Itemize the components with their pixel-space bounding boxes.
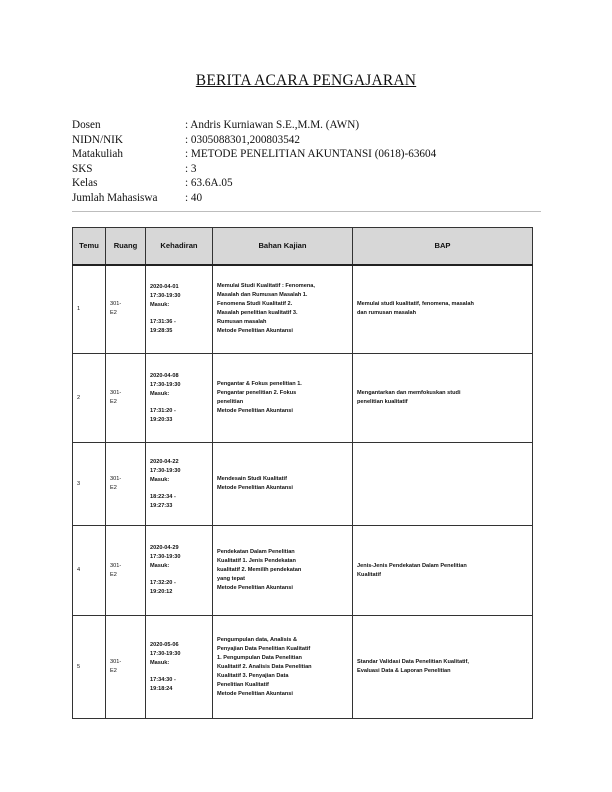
- cell-line: 301-: [110, 659, 122, 665]
- spacer: [150, 485, 208, 493]
- cell-line: 2020-04-22: [150, 458, 179, 465]
- column-header: Temu: [73, 228, 106, 265]
- cell-line: 17:34:30 -: [150, 676, 176, 683]
- info-value: : Andris Kurniawan S.E.,M.M. (AWN): [185, 119, 360, 131]
- cell-line: Rumusan masalah: [217, 319, 267, 326]
- info-row: [72, 133, 436, 148]
- cell-line: Mengantarkan dan memfokuskan studi: [357, 390, 461, 396]
- info-label: NIDN/NIK: [72, 133, 123, 146]
- column-header: Ruang: [106, 228, 146, 265]
- cell-bahan-kajian: [213, 526, 353, 616]
- info-row: [72, 191, 436, 206]
- column-header: Bahan Kajian: [213, 228, 353, 265]
- info-label: Matakuliah: [72, 148, 123, 161]
- cell-line: 19:27:33: [150, 502, 173, 509]
- cell-line: Kualitatif: [357, 571, 381, 578]
- cell-line: dan rumusan masalah: [357, 310, 417, 317]
- cell-line: Metode Penelitian Akuntansi: [217, 585, 293, 591]
- cell-kehadiran: [146, 354, 213, 443]
- cell-line: 19:20:12: [150, 589, 173, 595]
- info-label: SKS: [72, 162, 93, 175]
- cell-ruang: [106, 354, 146, 443]
- cell-temu: 5: [73, 616, 106, 719]
- course-info: [72, 118, 436, 206]
- spacer: [150, 571, 208, 579]
- cell-line: 301-: [110, 390, 122, 396]
- table-row: [73, 616, 533, 719]
- cell-bap: [353, 526, 533, 616]
- cell-temu: 3: [73, 443, 106, 526]
- cell-line: penelitian kualitatif: [357, 399, 408, 405]
- cell-temu: 4: [73, 526, 106, 616]
- spacer: [150, 399, 208, 407]
- cell-line: 301-: [110, 476, 122, 482]
- cell-line: yang tepat: [217, 576, 245, 582]
- spacer: [150, 310, 208, 318]
- cell-line: 17:30-19:30: [150, 650, 181, 657]
- info-value: : 40: [185, 191, 203, 204]
- cell-line: Evaluasi Data & Laporan Penelitian: [357, 668, 451, 674]
- cell-line: Masuk:: [150, 563, 170, 569]
- cell-line: 17:30-19:30: [150, 467, 181, 474]
- cell-line: penelitian: [217, 399, 244, 405]
- cell-line: Masalah penelitian kualitatif 3.: [217, 310, 298, 317]
- cell-line: 301-: [110, 301, 122, 308]
- cell-line: Mendesain Studi Kualitatif: [217, 476, 287, 482]
- cell-line: kualitatif 2. Memilih pendekatan: [217, 567, 302, 573]
- cell-line: E2: [110, 571, 117, 578]
- cell-line: Masuk:: [150, 476, 170, 483]
- divider: [72, 211, 541, 212]
- info-value: : METODE PENELITIAN AKUNTANSI (0618)-63604: [185, 148, 437, 161]
- cell-ruang: [106, 443, 146, 526]
- cell-ruang: [106, 526, 146, 616]
- cell-bahan-kajian: [213, 443, 353, 526]
- table-row: [73, 443, 533, 526]
- cell-line: 17:30-19:30: [150, 554, 181, 560]
- cell-line: Memulai studi kualitatif, fenomena, masalah: [357, 301, 474, 308]
- cell-bahan-kajian: [213, 354, 353, 443]
- info-row: [72, 162, 436, 177]
- cell-temu: 2: [73, 354, 106, 443]
- cell-line: Standar Validasi Data Penelitian Kualitatif,: [357, 659, 469, 665]
- teaching-record-table: [72, 227, 533, 719]
- cell-ruang: [106, 616, 146, 719]
- cell-line: Kualitatif 3. Penyajian Data: [217, 672, 289, 679]
- cell-line: 17:31:20 -: [150, 407, 176, 414]
- cell-line: Penyajian Data Penelitian Kualitatif: [217, 645, 311, 652]
- cell-line: E2: [110, 310, 117, 317]
- info-label: Dosen: [72, 119, 101, 131]
- info-label: Kelas: [72, 177, 98, 190]
- cell-line: Masuk:: [150, 390, 170, 397]
- cell-bap: [353, 354, 533, 443]
- cell-line: 2020-04-01: [150, 283, 179, 290]
- cell-line: E2: [110, 399, 117, 405]
- spacer: [150, 668, 208, 676]
- cell-kehadiran: [146, 526, 213, 616]
- cell-line: Pengantar & Fokus penelitian 1.: [217, 381, 302, 387]
- page-title: BERITA ACARA PENGAJARAN: [195, 72, 417, 89]
- cell-line: Jenis-Jenis Pendekatan Dalam Penelitian: [357, 562, 467, 569]
- info-row: [72, 176, 436, 191]
- cell-line: 17:30-19:30: [150, 381, 181, 388]
- cell-bap: [353, 265, 533, 354]
- cell-line: Masalah dan Rumusan Masalah 1.: [217, 292, 308, 299]
- cell-line: Pendekatan Dalam Penelitian: [217, 549, 295, 555]
- table-body: [73, 265, 533, 719]
- info-value: : 0305088301,200803542: [185, 133, 300, 146]
- cell-line: Kualitatif 2. Analisis Data Penelitian: [217, 663, 312, 670]
- cell-line: 17:32:20 -: [150, 580, 176, 586]
- cell-bahan-kajian: [213, 265, 353, 354]
- cell-line: 17:31:36 -: [150, 318, 176, 325]
- info-row: [72, 118, 436, 133]
- info-value: : 63.6A.05: [185, 177, 233, 190]
- info-value: : 3: [185, 162, 197, 175]
- cell-bap: [353, 616, 533, 719]
- cell-line: Fenomena Studi Kualitatif 2.: [217, 301, 293, 308]
- cell-line: Metode Penelitian Akuntansi: [217, 328, 293, 335]
- cell-line: 2020-04-08: [150, 372, 179, 379]
- cell-line: Kualitatif 1. Jenis Pendekatan: [217, 558, 296, 564]
- cell-bahan-kajian: [213, 616, 353, 719]
- cell-ruang: [106, 265, 146, 354]
- cell-bap: [353, 443, 533, 526]
- cell-line: E2: [110, 485, 117, 491]
- column-header: Kehadiran: [146, 228, 213, 265]
- cell-line: Metode Penelitian Akuntansi: [217, 485, 293, 491]
- cell-line: Memulai Studi Kualitatif : Fenomena,: [217, 283, 315, 290]
- cell-line: 301-: [110, 562, 122, 569]
- cell-line: Metode Penelitian Akuntansi: [217, 408, 293, 414]
- cell-line: Metode Penelitian Akuntansi: [217, 690, 293, 697]
- cell-line: Masuk:: [150, 659, 170, 666]
- cell-line: 17:30-19:30: [150, 292, 181, 299]
- cell-line: Pengumpulan data, Analisis &: [217, 636, 297, 643]
- cell-line: Masuk:: [150, 301, 170, 308]
- cell-kehadiran: [146, 616, 213, 719]
- info-row: [72, 147, 436, 162]
- table-header-row: [73, 228, 533, 265]
- table-row: [73, 354, 533, 443]
- table-row: [73, 526, 533, 616]
- cell-line: 19:20:33: [150, 416, 173, 423]
- cell-line: 19:18:24: [150, 685, 173, 692]
- cell-line: 1. Pengumpulan Data Penelitian: [217, 654, 302, 661]
- cell-line: 2020-04-29: [150, 545, 179, 551]
- cell-kehadiran: [146, 265, 213, 354]
- column-header: BAP: [353, 228, 533, 265]
- cell-line: Pengantar penelitian 2. Fokus: [217, 390, 297, 396]
- table-row: [73, 265, 533, 354]
- info-label: Jumlah Mahasiswa: [72, 191, 158, 204]
- cell-line: 18:22:34 -: [150, 493, 176, 500]
- cell-line: Penelitian Kualitatif: [217, 681, 269, 688]
- cell-line: 19:28:35: [150, 327, 173, 334]
- cell-line: E2: [110, 668, 117, 674]
- cell-kehadiran: [146, 443, 213, 526]
- cell-line: 2020-05-06: [150, 641, 179, 648]
- cell-temu: 1: [73, 265, 106, 354]
